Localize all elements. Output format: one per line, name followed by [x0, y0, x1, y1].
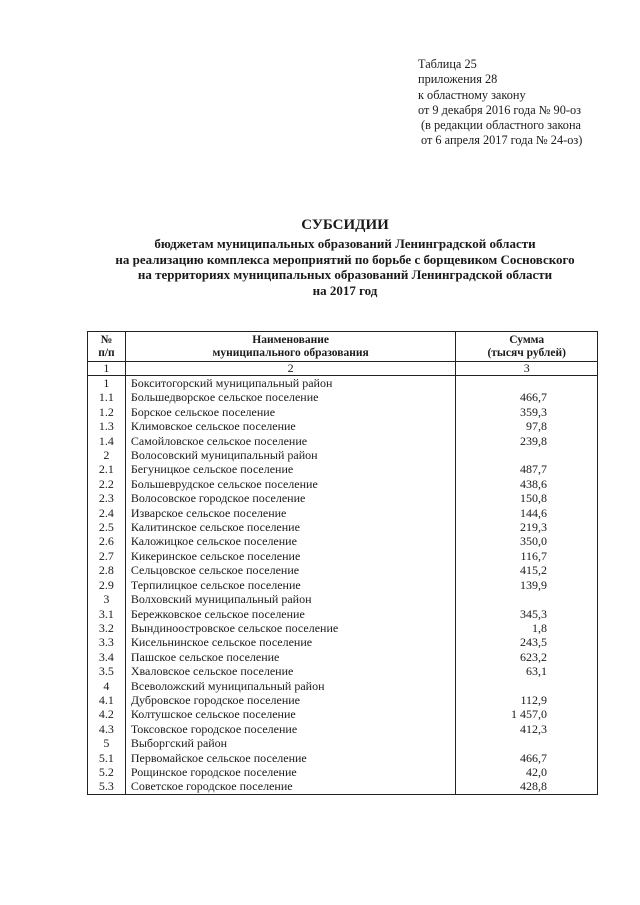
row-sum: 144,6 — [456, 506, 598, 520]
row-name: Большедворское сельское поселение — [125, 390, 456, 404]
row-name: Всеволожский муниципальный район — [125, 679, 456, 693]
header-note — [418, 57, 582, 149]
table-row — [88, 779, 598, 794]
table-row — [88, 405, 598, 419]
row-number: 3.5 — [88, 664, 126, 678]
row-number: 2.3 — [88, 491, 126, 505]
row-sum: 239,8 — [456, 434, 598, 448]
table-row — [88, 679, 598, 693]
row-sum: 219,3 — [456, 520, 598, 534]
header-number-line1: № — [100, 333, 113, 346]
row-number: 1.1 — [88, 390, 126, 404]
row-number: 2.8 — [88, 563, 126, 577]
row-sum: 466,7 — [456, 390, 598, 404]
header-number-line2: п/п — [98, 346, 115, 359]
row-number: 2.1 — [88, 462, 126, 476]
row-sum: 428,8 — [456, 779, 598, 794]
row-name: Колтушское сельское поселение — [125, 707, 456, 721]
row-sum: 350,0 — [456, 534, 598, 548]
row-sum: 139,9 — [456, 578, 598, 592]
title-main: СУБСИДИИ — [301, 217, 389, 233]
row-number: 2.5 — [88, 520, 126, 534]
column-number: 1 — [88, 362, 126, 376]
row-number: 5 — [88, 736, 126, 750]
row-number: 1.2 — [88, 405, 126, 419]
row-number: 1 — [88, 376, 126, 391]
table-row — [88, 419, 598, 433]
row-number: 5.1 — [88, 751, 126, 765]
header-note-line: от 6 апреля 2017 года № 24-оз) — [421, 133, 583, 148]
table-row — [88, 491, 598, 505]
row-name: Кикеринское сельское поселение — [125, 549, 456, 563]
row-sum — [456, 736, 598, 750]
row-name: Климовское сельское поселение — [125, 419, 456, 433]
row-number: 1.3 — [88, 419, 126, 433]
row-number: 3.1 — [88, 607, 126, 621]
row-number: 3.3 — [88, 635, 126, 649]
table-row — [88, 751, 598, 765]
table-row — [88, 664, 598, 678]
row-name: Волосовский муниципальный район — [125, 448, 456, 462]
row-number: 5.2 — [88, 765, 126, 779]
row-number: 2.2 — [88, 477, 126, 491]
table-row — [88, 650, 598, 664]
table-row — [88, 520, 598, 534]
table-row — [88, 621, 598, 635]
header-note-line: (в редакции областного закона — [421, 118, 581, 133]
row-sum: 412,3 — [456, 722, 598, 736]
row-number: 4.1 — [88, 693, 126, 707]
table-row — [88, 607, 598, 621]
table-row — [88, 448, 598, 462]
row-number: 3.2 — [88, 621, 126, 635]
row-number: 4 — [88, 679, 126, 693]
header-number — [88, 332, 126, 362]
title-line: на 2017 год — [312, 282, 378, 298]
row-name: Хваловское сельское поселение — [125, 664, 456, 678]
title-line: на реализацию комплекса мероприятий по борьбе с борщевиком Сосновского — [115, 251, 575, 267]
row-sum: 116,7 — [456, 549, 598, 563]
table-row — [88, 506, 598, 520]
row-sum: 466,7 — [456, 751, 598, 765]
row-name: Бережковское сельское поселение — [125, 607, 456, 621]
row-number: 1.4 — [88, 434, 126, 448]
row-name: Самойловское сельское поселение — [125, 434, 456, 448]
header-sum-line1: Сумма — [509, 333, 545, 346]
title-line: бюджетам муниципальных образований Ленинградской области — [154, 236, 536, 251]
row-name: Изварское сельское поселение — [125, 506, 456, 520]
table-row — [88, 722, 598, 736]
row-sum: 112,9 — [456, 693, 598, 707]
row-sum: 243,5 — [456, 635, 598, 649]
row-number: 3 — [88, 592, 126, 606]
row-name: Терпилицкое сельское поселение — [125, 578, 456, 592]
row-name: Советское городское поселение — [125, 779, 456, 794]
column-number: 2 — [125, 362, 456, 376]
row-sum: 150,8 — [456, 491, 598, 505]
row-number: 4.3 — [88, 722, 126, 736]
row-number: 4.2 — [88, 707, 126, 721]
table-body — [88, 376, 598, 795]
row-number: 2.4 — [88, 506, 126, 520]
row-name: Каложицкое сельское поселение — [125, 534, 456, 548]
header-note-line: Таблица 25 — [418, 57, 477, 71]
row-number: 3.4 — [88, 650, 126, 664]
table-row — [88, 434, 598, 448]
table-row — [88, 462, 598, 476]
table-row — [88, 376, 598, 391]
row-name: Волховский муниципальный район — [125, 592, 456, 606]
document-title — [80, 216, 610, 298]
header-sum — [456, 332, 598, 362]
table-row — [88, 477, 598, 491]
row-number: 5.3 — [88, 779, 126, 794]
row-sum: 359,3 — [456, 405, 598, 419]
row-number: 2.9 — [88, 578, 126, 592]
table-row — [88, 534, 598, 548]
column-number: 3 — [456, 362, 598, 376]
table-header-row — [88, 332, 598, 362]
header-name-line1: Наименование — [252, 333, 329, 346]
table-row — [88, 592, 598, 606]
table-row — [88, 693, 598, 707]
row-sum: 438,6 — [456, 477, 598, 491]
row-sum: 63,1 — [456, 664, 598, 678]
row-sum — [456, 448, 598, 462]
row-name: Вындиноостровское сельское поселение — [125, 621, 456, 635]
row-sum: 415,2 — [456, 563, 598, 577]
table-row — [88, 765, 598, 779]
row-sum: 1,8 — [456, 621, 598, 635]
table-row — [88, 635, 598, 649]
table-row — [88, 390, 598, 404]
row-name: Борское сельское поселение — [125, 405, 456, 419]
row-sum: 1 457,0 — [456, 707, 598, 721]
row-name: Большеврудское сельское поселение — [125, 477, 456, 491]
header-name-line2: муниципального образования — [212, 346, 369, 359]
subsidies-table — [87, 331, 598, 795]
header-note-line: к областному закону — [418, 87, 526, 102]
row-name: Дубровское городское поселение — [125, 693, 456, 707]
row-name: Бегуницкое сельское поселение — [125, 462, 456, 476]
row-sum: 97,8 — [456, 419, 598, 433]
table-row — [88, 563, 598, 577]
row-name: Кисельнинское сельское поселение — [125, 635, 456, 649]
row-sum: 345,3 — [456, 607, 598, 621]
row-name: Сельцовское сельское поселение — [125, 563, 456, 577]
column-number-row — [88, 362, 598, 376]
table-row — [88, 736, 598, 750]
row-name: Калитинское сельское поселение — [125, 520, 456, 534]
row-number: 2.6 — [88, 534, 126, 548]
row-sum: 487,7 — [456, 462, 598, 476]
row-sum: 623,2 — [456, 650, 598, 664]
title-line: на территориях муниципальных образований Ленинградской области — [137, 267, 553, 283]
row-sum: 42,0 — [456, 765, 598, 779]
row-name: Волосовское городское поселение — [125, 491, 456, 505]
row-sum — [456, 592, 598, 606]
row-name: Выборгский район — [125, 736, 456, 750]
header-note-line: от 9 декабря 2016 года № 90-оз — [418, 102, 581, 117]
table-row — [88, 707, 598, 721]
row-name: Токсовское городское поселение — [125, 722, 456, 736]
row-sum — [456, 679, 598, 693]
row-name: Бокситогорский муниципальный район — [125, 376, 456, 391]
table-row — [88, 578, 598, 592]
row-name: Пашское сельское поселение — [125, 650, 456, 664]
row-name: Рощинское городское поселение — [125, 765, 456, 779]
table-row — [88, 549, 598, 563]
header-note-line: приложения 28 — [418, 72, 498, 87]
row-name: Первомайское сельское поселение — [125, 751, 456, 765]
row-number: 2.7 — [88, 549, 126, 563]
header-name — [125, 332, 456, 362]
row-sum — [456, 376, 598, 391]
row-number: 2 — [88, 448, 126, 462]
header-sum-line2: (тысяч рублей) — [487, 346, 566, 359]
